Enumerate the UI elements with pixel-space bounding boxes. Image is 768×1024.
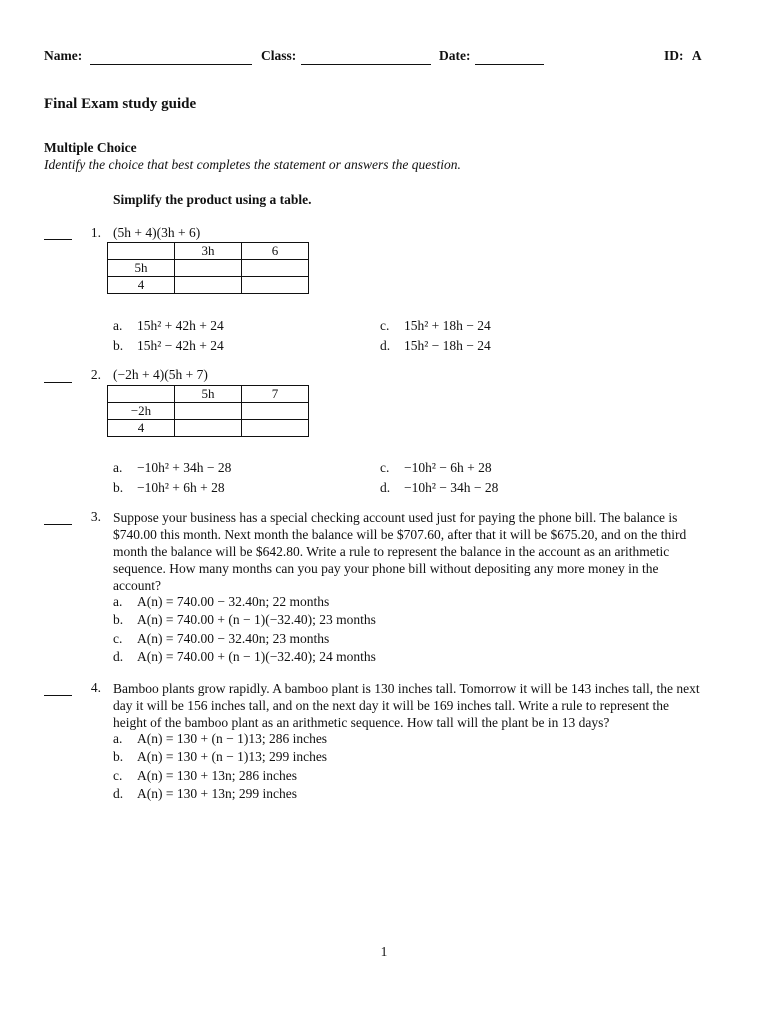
table-row-header: 4 — [108, 277, 175, 294]
section-heading: Multiple Choice — [44, 140, 137, 155]
id-label — [664, 48, 702, 64]
question-number-3: 3. — [90, 509, 101, 524]
question-line: height of the bamboo plant as an arithmetic sequence. How tall will the plant be in 13 days? — [113, 715, 610, 730]
question-prompt-1: (5h + 4)(3h + 6) — [113, 225, 201, 240]
name-blank[interactable] — [90, 50, 252, 65]
question-line: Bamboo plants grow rapidly. A bamboo plant is 130 inches tall. Tomorrow it will be 143 inches tall, the next — [113, 681, 700, 696]
question-line: $740.00 this month. Next month the balance will be $707.60, after that it will be $675.20, and on the third — [113, 527, 687, 542]
class-blank[interactable] — [301, 50, 431, 65]
page-number: 1 — [380, 944, 388, 959]
question-text-3 — [113, 509, 723, 594]
answer-blank-4[interactable] — [44, 694, 72, 696]
table-row-header: −2h — [108, 403, 175, 420]
date-label: Date: — [439, 48, 471, 63]
table-col-header: 3h — [175, 243, 242, 260]
table-row-header: 4 — [108, 420, 175, 437]
product-table-1 — [107, 242, 309, 294]
table-row-header: 5h — [108, 260, 175, 277]
table-col-header: 5h — [175, 386, 242, 403]
answer-blank-3[interactable] — [44, 523, 72, 525]
product-table-2 — [107, 385, 309, 437]
option-3c[interactable]: c. A(n) = 740.00 − 32.40n; 23 months — [113, 631, 330, 646]
option-1c[interactable]: c. 15h² + 18h − 24 — [380, 318, 491, 333]
option-2b[interactable]: b. −10h² + 6h + 28 — [113, 480, 225, 495]
option-4b[interactable]: b. A(n) = 130 + (n − 1)13; 299 inches — [113, 749, 328, 764]
question-prompt-2: (−2h + 4)(5h + 7) — [113, 367, 208, 382]
id-label-text: ID: — [664, 48, 684, 63]
option-4c[interactable]: c. A(n) = 130 + 13n; 286 inches — [113, 768, 297, 783]
option-3d[interactable]: d. A(n) = 740.00 + (n − 1)(−32.40); 24 months — [113, 649, 376, 664]
option-2c[interactable]: c. −10h² − 6h + 28 — [380, 460, 492, 475]
table-col-header: 7 — [242, 386, 309, 403]
option-3a[interactable]: a. A(n) = 740.00 − 32.40n; 22 months — [113, 594, 330, 609]
date-blank[interactable] — [475, 50, 544, 65]
option-4a[interactable]: a. A(n) = 130 + (n − 1)13; 286 inches — [113, 731, 328, 746]
question-line: day it will be 156 inches tall, and on the next day it will be 169 inches tall. Write a rule to represent the — [113, 698, 669, 713]
option-3b[interactable]: b. A(n) = 740.00 + (n − 1)(−32.40); 23 months — [113, 612, 376, 627]
answer-blank-2[interactable] — [44, 381, 72, 383]
option-2d[interactable]: d. −10h² − 34h − 28 — [380, 480, 499, 495]
question-number-2: 2. — [90, 367, 101, 382]
table-col-header: 6 — [242, 243, 309, 260]
option-4d[interactable]: d. A(n) = 130 + 13n; 299 inches — [113, 786, 297, 801]
question-line: month the balance will be $642.80. Write a rule to represent the balance in the account as an arithmetic — [113, 544, 670, 559]
question-text-4 — [113, 680, 723, 731]
question-number-4: 4. — [90, 680, 101, 695]
question-line: sequence. How many months can you pay your phone bill without depositing any more money in the — [113, 561, 659, 576]
name-label: Name: — [44, 48, 83, 63]
option-1d[interactable]: d. 15h² − 18h − 24 — [380, 338, 491, 353]
question-line: Suppose your business has a special checking account used just for paying the phone bill. The balance is — [113, 510, 678, 525]
page-title: Final Exam study guide — [44, 96, 197, 112]
class-label: Class: — [261, 48, 297, 63]
subheading: Simplify the product using a table. — [113, 192, 312, 207]
question-line: account? — [113, 578, 161, 593]
id-value: A — [691, 48, 702, 63]
section-instruction: Identify the choice that best completes the statement or answers the question. — [44, 157, 461, 172]
answer-blank-1[interactable] — [44, 238, 72, 240]
option-1a[interactable]: a. 15h² + 42h + 24 — [113, 318, 224, 333]
option-2a[interactable]: a. −10h² + 34h − 28 — [113, 460, 232, 475]
question-number-1: 1. — [90, 225, 101, 240]
option-1b[interactable]: b. 15h² − 42h + 24 — [113, 338, 224, 353]
